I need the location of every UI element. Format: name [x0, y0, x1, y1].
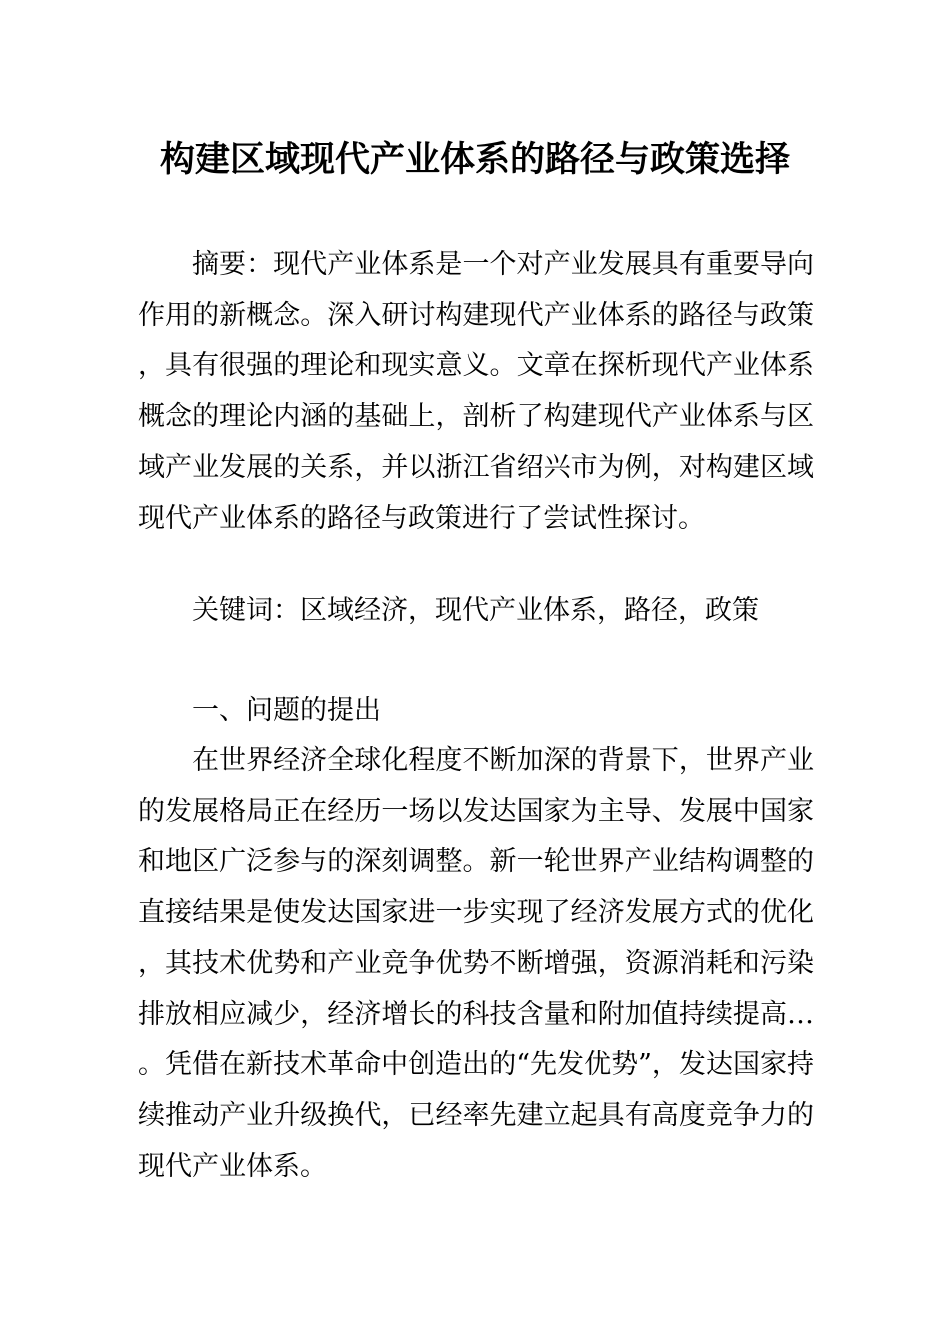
abstract-label: 摘要： [192, 249, 274, 280]
abstract-text: 现代产业体系是一个对产业发展具有重要导向作用的新概念。深入研讨构建现代产业体系的路径与政策，具有很强的理论和现实意义。文章在探析现代产业体系概念的理论内涵的基础上，剖析了构建现代产业体系与区域产业发展的关系，并以浙江省绍兴市为例，对构建区域现代产业体系的路径与政策进行了尝试性探讨。 [138, 249, 815, 534]
document-title: 构建区域现代产业体系的路径与政策选择 [159, 139, 790, 180]
section-paragraph: 在世界经济全球化程度不断加深的背景下，世界产业的发展格局正在经历一场以发达国家为主导、发展中国家和地区广泛参与的深刻调整。新一轮世界产业结构调整的直接结果是使发达国家进一步实现了经济发展方式的优化，其技术优势和产业竞争优势不断增强，资源消耗和污染排放相应减少，经济增长的科技含量和附加值持续提高…。凭借在新技术革命中创造出的“先发优势”，发达国家持续推动产业升级换代，已经率先建立起具有高度竞争力的现代产业体系。 [138, 745, 814, 1182]
abstract-paragraph [138, 240, 814, 544]
keywords-paragraph [138, 586, 814, 637]
section-heading [138, 686, 814, 737]
keywords-text: 区域经济，现代产业体系，路径，政策 [300, 595, 759, 626]
keywords-label: 关键词： [192, 595, 300, 626]
section-heading-text: 一、问题的提出 [192, 695, 381, 726]
